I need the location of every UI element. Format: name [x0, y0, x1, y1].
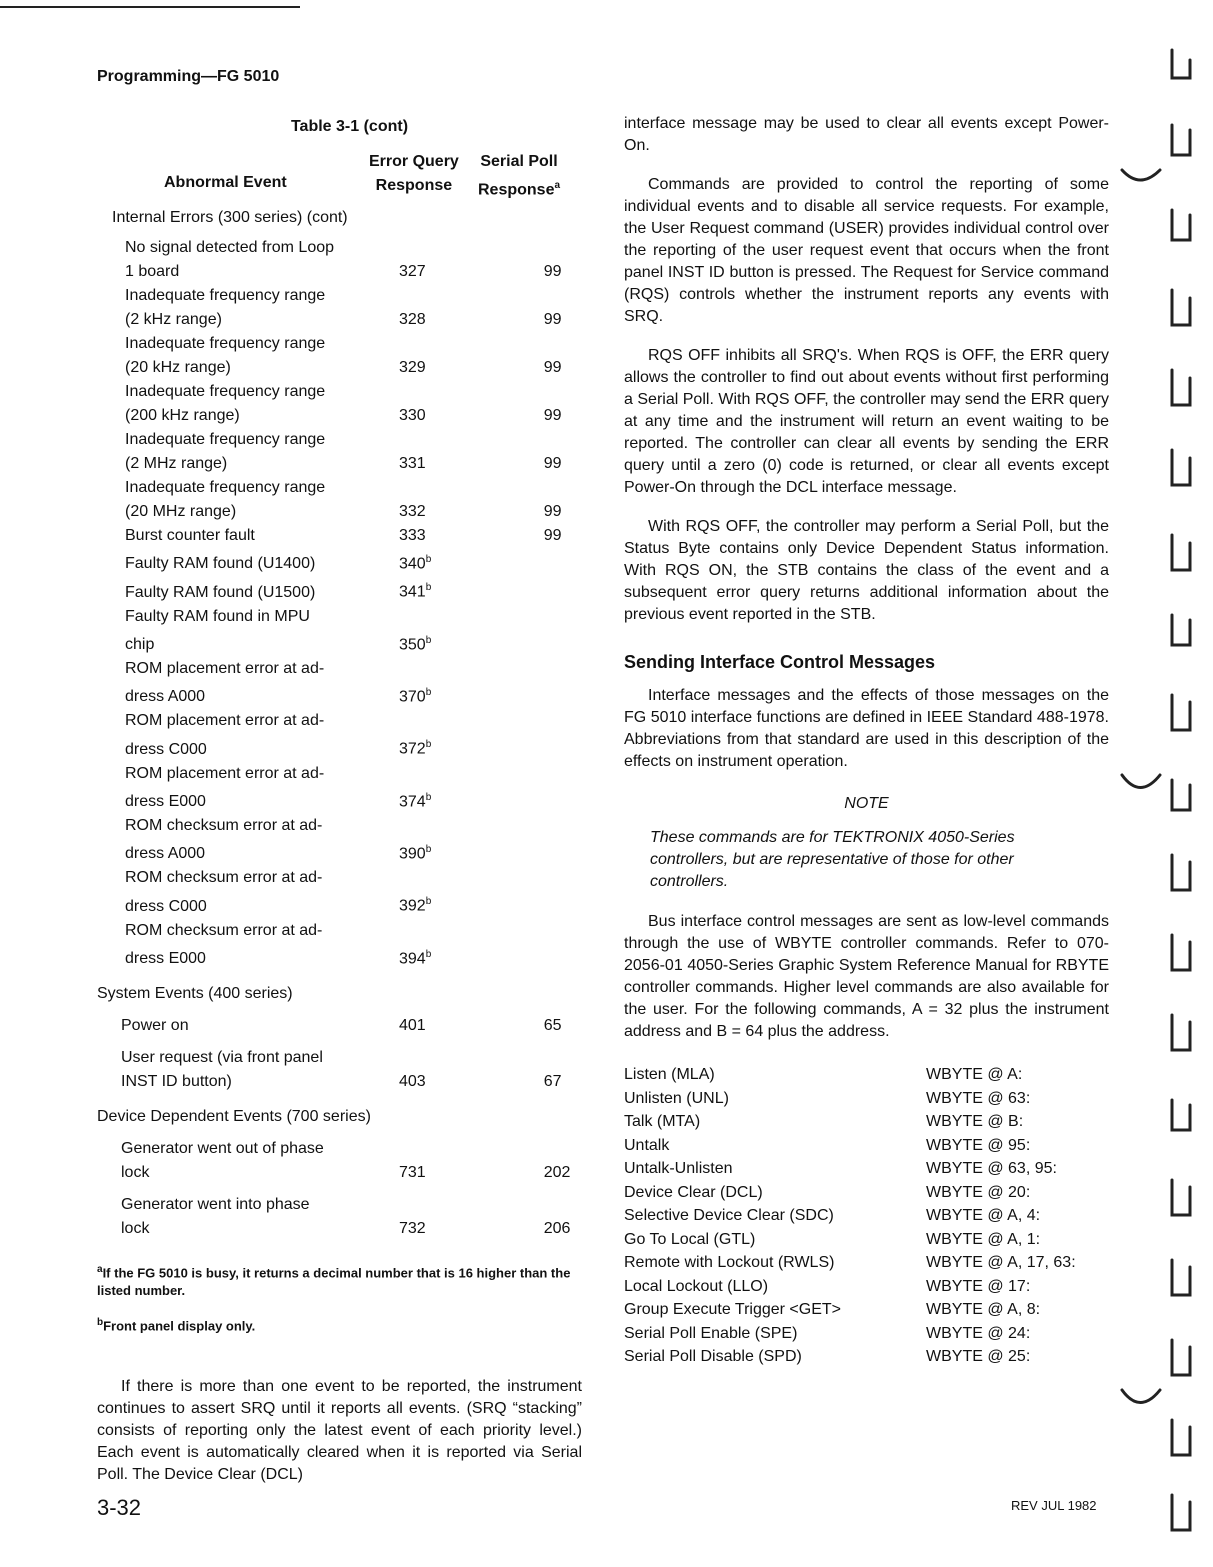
paragraph-srq-stacking: If there is more than one event to be reported, the instrument continues to assert SRQ until it reports all events. (SRQ “stacking” consists of reporting only the latest event of each priority level.) Each event is automatically cleared when it is reported via Serial Poll. The Device Clear (DCL)	[97, 1377, 582, 1483]
error-query-code: 350$^b$	[399, 634, 432, 653]
event-name: (20 MHz range)	[125, 503, 237, 520]
table-row	[97, 709, 582, 761]
command-name: Untalk	[624, 1136, 670, 1154]
error-query-code: 340$^b$	[399, 554, 432, 573]
event-name: chip	[125, 635, 155, 653]
table-row	[97, 476, 582, 524]
serial-poll-code: 99	[543, 503, 562, 520]
serial-poll-code: 202	[543, 1163, 571, 1181]
event-name: dress E000	[125, 949, 206, 967]
table-title: Table 3-1 (cont)	[290, 118, 409, 135]
binding-mark	[1172, 210, 1190, 240]
event-name: ROM checksum error at ad-	[125, 816, 323, 834]
table-row	[97, 428, 582, 476]
command-name: Go To Local (GTL)	[624, 1230, 756, 1248]
event-name: dress E000	[125, 792, 206, 810]
left-column	[97, 118, 582, 1486]
serial-poll-code: 99	[543, 407, 562, 424]
error-query-code: 341$^b$	[399, 582, 432, 601]
paragraph-serial-poll: With RQS OFF, the controller may perform a Serial Poll, but the Status Byte contains only Device Dependent Status information. With RQS ON, the STB contains the class of the event and a subsequent error query returns additional information about the previous event reported in the STB.	[624, 518, 1109, 623]
event-name: Faulty RAM found (U1500)	[125, 583, 316, 601]
footnote-b: $^b$Front panel display only.	[97, 1317, 256, 1334]
error-query-code: 374$^b$	[399, 791, 432, 810]
binding-mark	[1172, 290, 1190, 325]
command-code: WBYTE @ A, 1:	[926, 1230, 1041, 1248]
table-row	[97, 576, 582, 604]
table-row	[97, 814, 582, 866]
table-row	[97, 605, 582, 657]
error-query-code: 370$^b$	[399, 686, 432, 706]
binding-mark	[1122, 170, 1160, 180]
command-name: Talk (MTA)	[624, 1113, 701, 1130]
error-query-code: 372$^b$	[399, 739, 432, 758]
command-code: WBYTE @ 17:	[926, 1277, 1031, 1295]
table-row	[97, 380, 582, 428]
binding-mark	[1172, 855, 1190, 890]
section-heading: Sending Interface Control Messages	[624, 652, 936, 672]
table-row	[97, 1193, 582, 1241]
command-name: Group Execute Trigger <GET>	[624, 1301, 841, 1318]
col-error-query: Error Query Response	[369, 153, 459, 194]
table-row	[97, 1014, 582, 1038]
binding-mark	[1172, 50, 1190, 78]
paragraph-commands: Commands are provided to control the reporting of some individual events and to disable all service requests. For example, the User Request command (USER) provides individual control over the reporting of the user request event that occurs when the front panel INST ID button is pressed. The Request for Service command (RQS) controls whether the instrument reports any events with SRQ.	[624, 176, 1109, 325]
command-code: WBYTE @ 24:	[926, 1324, 1031, 1342]
binding-mark	[1172, 1015, 1190, 1050]
error-query-code: 732	[399, 1219, 426, 1237]
system-rows	[97, 1014, 582, 1094]
paragraph-continued: interface message may be used to clear all events except Power-On.	[624, 115, 1109, 154]
error-query-code: 328	[399, 311, 426, 328]
binding-mark	[1172, 1260, 1190, 1295]
error-query-code: 327	[399, 263, 426, 280]
binding-mark	[1122, 775, 1160, 788]
error-query-code: 390$^b$	[399, 843, 432, 863]
paragraph-rqs-off: RQS OFF inhibits all SRQ's. When RQS is OFF, the ERR query allows the controller to find out about events without first performing a Serial Poll. With RQS OFF, the controller may send the ERR query at any time and the instrument will return an event waiting to be reported. The controller can clear all events by sending the ERR query until a zero (0) code is returned, or clear all events except Power-On through the DCL interface message.	[624, 347, 1109, 496]
command-name: Unlisten (UNL)	[624, 1089, 729, 1107]
error-query-code: 394$^b$	[399, 948, 432, 967]
command-name: Serial Poll Disable (SPD)	[624, 1348, 802, 1365]
error-query-code: 329	[399, 359, 426, 376]
event-name: Inadequate frequency range	[125, 479, 326, 496]
event-name: ROM checksum error at ad-	[125, 869, 323, 887]
serial-poll-code: 99	[543, 527, 562, 544]
event-name: 1 board	[125, 263, 180, 280]
serial-poll-code: 99	[543, 359, 562, 376]
table-header	[97, 150, 582, 200]
event-name: Inadequate frequency range	[125, 287, 326, 304]
event-name: Inadequate frequency range	[125, 383, 326, 400]
binding-mark	[1172, 695, 1190, 730]
event-name: Inadequate frequency range	[125, 335, 326, 352]
binding-mark	[1172, 1100, 1190, 1130]
event-name: Generator went into phase	[121, 1195, 310, 1213]
device-rows	[97, 1137, 582, 1241]
note-body: These commands are for TEKTRONIX 4050-Series controllers, but are representative of those for other controllers.	[650, 829, 1015, 890]
event-name: ROM checksum error at ad-	[125, 921, 323, 939]
serial-poll-code: 99	[543, 455, 562, 472]
serial-poll-code: 67	[543, 1072, 562, 1090]
binding-mark	[1122, 1390, 1160, 1403]
event-name: INST ID button)	[121, 1072, 232, 1090]
section-system-events: System Events (400 series)	[97, 984, 293, 1002]
table-row	[97, 284, 582, 332]
event-name: lock	[121, 1219, 150, 1237]
paragraph-bus-interface: Bus interface control messages are sent as low-level commands through the use of WBYTE controller commands. Refer to 070-2056-01 4050-Series Graphic System Reference Manual for RBYTE controller commands. Higher level commands are also available for the user. For the following commands, A = 32 plus the instrument address and B = 64 plus the address.	[624, 913, 1109, 1040]
command-code: WBYTE @ B:	[926, 1113, 1024, 1130]
serial-poll-code: 99	[543, 263, 562, 280]
command-code: WBYTE @ A, 17, 63:	[926, 1254, 1076, 1271]
table-row	[97, 1046, 582, 1094]
command-code: WBYTE @ A:	[926, 1066, 1023, 1083]
event-name: No signal detected from Loop	[125, 239, 335, 256]
event-name: Generator went out of phase	[121, 1139, 324, 1157]
col-serial-poll: Serial Poll Response$^a$	[478, 153, 561, 199]
command-name: Serial Poll Enable (SPE)	[624, 1324, 798, 1342]
event-name: (200 kHz range)	[125, 407, 240, 424]
serial-poll-code: 206	[543, 1219, 571, 1237]
error-query-code: 330	[399, 407, 426, 424]
command-code: WBYTE @ A, 8:	[926, 1301, 1041, 1318]
note-title: NOTE	[844, 795, 889, 812]
right-column	[624, 113, 1109, 1369]
page-number: 3-32	[97, 1495, 142, 1520]
binding-mark	[1172, 370, 1190, 405]
error-query-code: 731	[399, 1163, 426, 1181]
footnote-a: $^a$If the FG 5010 is busy, it returns a decimal number that is 16 higher than the listed number.	[97, 1263, 571, 1299]
error-query-code: 331	[399, 455, 426, 472]
paragraph-interface: Interface messages and the effects of those messages on the FG 5010 interface functions are defined in IEEE Standard 488-1978. Abbreviations from that standard are used in this description of the effects on instrument operation.	[624, 687, 1109, 770]
serial-poll-code: 99	[543, 311, 562, 328]
command-code: WBYTE @ 63:	[926, 1089, 1031, 1107]
event-name: (2 kHz range)	[125, 311, 222, 328]
event-name: dress C000	[125, 740, 207, 758]
table-row	[97, 866, 582, 918]
binding-mark	[1172, 450, 1190, 485]
table-row	[97, 236, 582, 284]
command-code: WBYTE @ 95:	[926, 1136, 1031, 1154]
top-rule	[0, 6, 300, 8]
error-query-code: 332	[399, 503, 426, 520]
binding-mark	[1172, 535, 1190, 570]
binding-mark	[1172, 780, 1190, 810]
command-name: Selective Device Clear (SDC)	[624, 1207, 834, 1224]
command-code: WBYTE @ 20:	[926, 1183, 1031, 1201]
internal-rows	[97, 236, 582, 971]
table-row	[97, 332, 582, 380]
binding-mark	[1172, 125, 1190, 155]
binding-mark	[1172, 1340, 1190, 1375]
section-internal-errors: Internal Errors (300 series) (cont)	[112, 209, 348, 226]
table-row	[97, 548, 582, 576]
event-name: Faulty RAM found in MPU	[125, 607, 310, 625]
command-name: Local Lockout (LLO)	[624, 1277, 769, 1295]
revision-date: REV JUL 1982	[1011, 1498, 1097, 1513]
table-row	[97, 919, 582, 971]
binding-mark	[1172, 1180, 1190, 1215]
page-header: Programming—FG 5010	[97, 68, 280, 85]
error-query-code: 392$^b$	[399, 896, 432, 915]
section-device-events: Device Dependent Events (700 series)	[97, 1107, 371, 1125]
table-row	[97, 524, 582, 548]
command-code: WBYTE @ 63, 95:	[926, 1160, 1057, 1177]
event-name: Inadequate frequency range	[125, 431, 326, 448]
event-name: Faulty RAM found (U1400)	[125, 555, 316, 573]
command-code: WBYTE @ A, 4:	[926, 1207, 1041, 1224]
table-row	[97, 762, 582, 814]
event-name: ROM placement error at ad-	[125, 659, 325, 677]
command-name: Listen (MLA)	[624, 1066, 715, 1083]
event-name: (20 kHz range)	[125, 359, 231, 376]
binding-mark	[1172, 615, 1190, 645]
command-name: Device Clear (DCL)	[624, 1183, 763, 1201]
binding-mark	[1172, 1420, 1190, 1455]
event-name: dress A000	[125, 688, 206, 706]
table-row	[97, 657, 582, 709]
binding-mark	[1172, 1495, 1190, 1530]
event-name: User request (via front panel	[121, 1048, 323, 1066]
serial-poll-code: 65	[543, 1016, 562, 1034]
event-name: ROM placement error at ad-	[125, 712, 325, 730]
event-name: ROM placement error at ad-	[125, 764, 325, 782]
error-query-code: 333	[399, 527, 426, 544]
table-row	[97, 1137, 582, 1185]
event-name: dress C000	[125, 897, 207, 915]
col-abnormal-event: Abnormal Event	[164, 174, 287, 191]
error-query-code: 401	[399, 1016, 426, 1034]
command-list	[624, 1063, 1109, 1369]
command-name: Untalk-Unlisten	[624, 1160, 733, 1177]
command-name: Remote with Lockout (RWLS)	[624, 1254, 835, 1271]
binding-mark	[1172, 935, 1190, 970]
event-name: Power on	[121, 1016, 189, 1034]
error-query-code: 403	[399, 1072, 426, 1090]
event-name: lock	[121, 1163, 150, 1181]
command-code: WBYTE @ 25:	[926, 1348, 1031, 1365]
event-name: Burst counter fault	[125, 527, 255, 544]
event-name: (2 MHz range)	[125, 455, 228, 472]
binding-marks	[1120, 30, 1200, 1550]
event-name: dress A000	[125, 845, 206, 863]
